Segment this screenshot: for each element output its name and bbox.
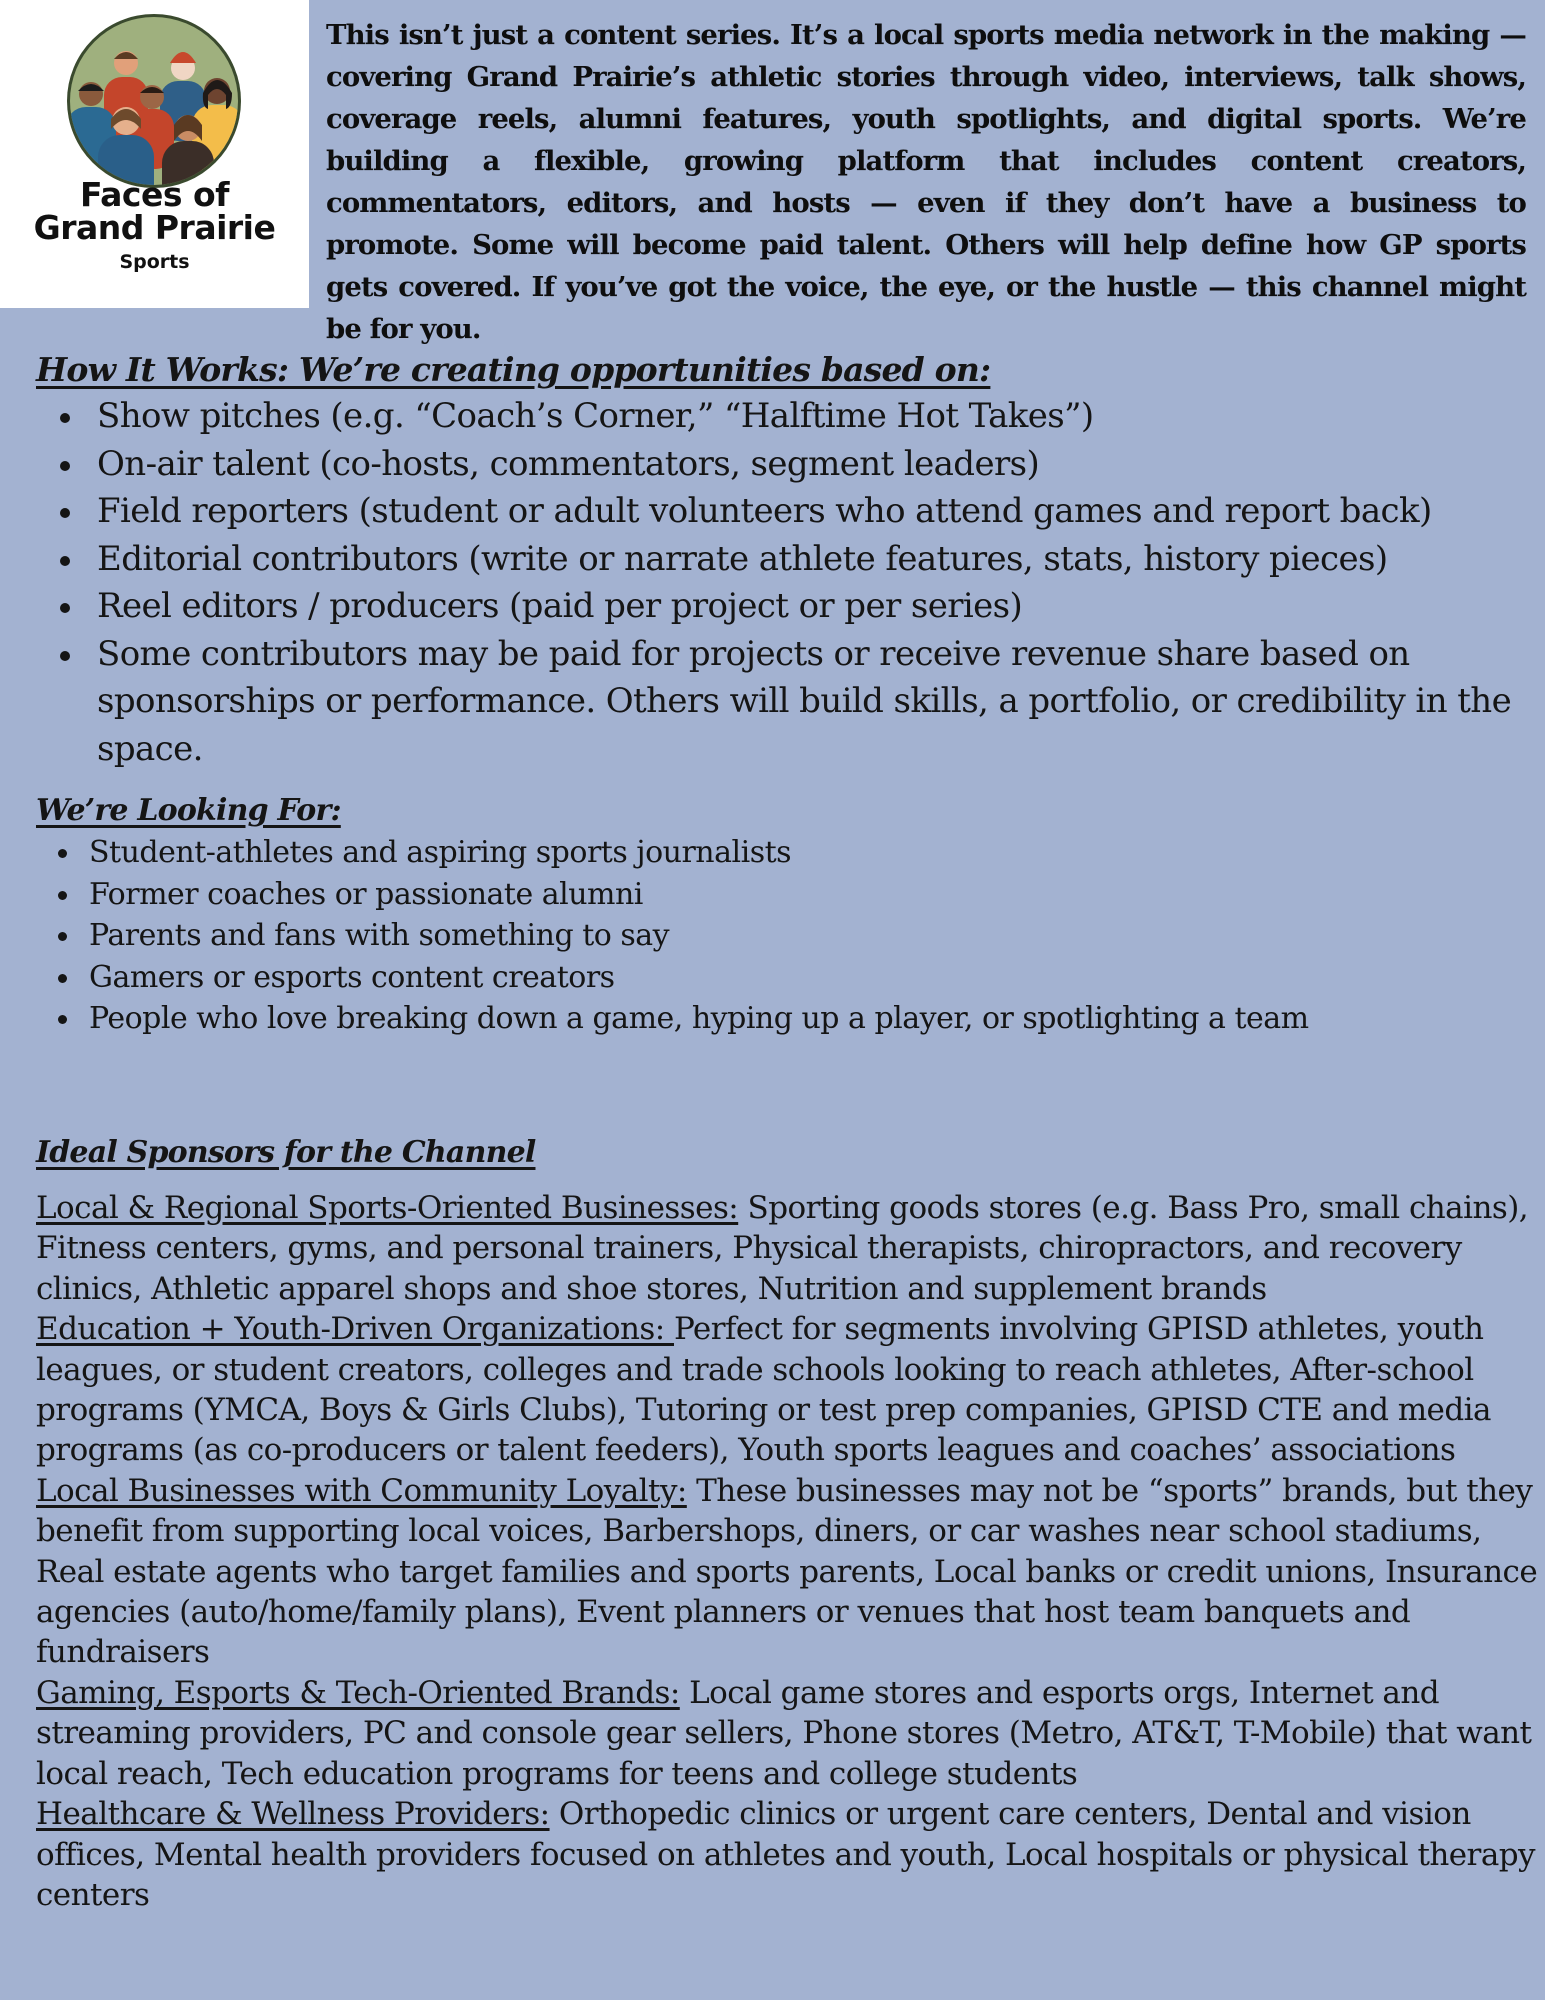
list-item: Student-athletes and aspiring sports journalists	[56, 832, 1326, 874]
sponsor-group-text: Orthopedic clinics or urgent care centers, Dental and vision offices, Mental health providers focused on athletes and youth, Local hospitals or physical therapy centers	[36, 1796, 1536, 1913]
list-item: Some contributors may be paid for projects or receive revenue share based on sponsorships or performance. Others will build skills, a portfolio, or credibility in the space.	[58, 631, 1545, 774]
people-group-icon	[64, 11, 244, 191]
sponsors-body	[36, 1188, 1545, 1915]
sponsor-group	[36, 1471, 1545, 1673]
sponsor-group-label: Education + Youth-Driven Organizations:	[36, 1311, 674, 1348]
list-item: People who love breaking down a game, hyping up a player, or spotlighting a team	[56, 998, 1326, 1040]
sponsor-group-label: Gaming, Esports & Tech-Oriented Brands:	[36, 1674, 680, 1711]
list-item: Reel editors / producers (paid per project or per series)	[58, 583, 1545, 631]
list-item: Former coaches or passionate alumni	[56, 874, 1326, 916]
how-it-works-heading: How It Works: We’re creating opportunities based on:	[36, 350, 991, 389]
sponsor-group	[36, 1309, 1545, 1471]
sponsor-group-text: Perfect for segments involving GPISD athletes, youth leagues, or student creators, colleges and trade schools looking to reach athletes, After-school programs (YMCA, Boys & Girls Clubs), Tutoring or test prep companies, GPISD CTE and media programs (as co-producers or talent feeders), Youth sports leagues and coaches’ associations	[36, 1311, 1491, 1469]
sponsor-group	[36, 1794, 1545, 1915]
list-item: Editorial contributors (write or narrate athlete features, stats, history pieces)	[58, 536, 1545, 584]
sponsor-group-label: Local & Regional Sports-Oriented Businesses:	[36, 1190, 739, 1226]
intro-paragraph: This isn’t just a content series. It’s a local sports media network in the making — covering Grand Prairie’s athletic stories through video, interviews, talk shows, coverage reels, alumni features, youth spotlights, and digital sports. We’re building a flexible, growing platform that includes content creators, commentators, editors, and hosts — even if they don’t have a business to promote. Some will become paid talent. Others will help define how GP sports gets covered. If you’ve got the voice, the eye, or the hustle — this channel might be for you.	[326, 19, 1526, 345]
logo	[0, 0, 309, 308]
looking-for-list	[56, 832, 1326, 1040]
list-item: Show pitches (e.g. “Coach’s Corner,” “Halftime Hot Takes”)	[58, 393, 1545, 441]
list-item: Gamers or esports content creators	[56, 957, 1326, 999]
list-item: Parents and fans with something to say	[56, 915, 1326, 957]
logo-title-line2: Grand Prairie	[33, 208, 276, 247]
sponsor-group-label: Healthcare & Wellness Providers:	[36, 1796, 550, 1833]
looking-for-heading: We’re Looking For:	[36, 793, 341, 828]
list-item: Field reporters (student or adult volunteers who attend games and report back)	[58, 488, 1545, 536]
sponsor-group-text: Sporting goods stores (e.g. Bass Pro, small chains), Fitness centers, gyms, and personal trainers, Physical therapists, chiropractors, and recovery clinics, Athletic apparel shops and shoe stores, Nutrition and supplement brands	[36, 1190, 1529, 1307]
sponsor-group-text: These businesses may not be “sports” brands, but they benefit from supporting local voices, Barbershops, diners, or car washes near school stadiums, Real estate agents who target families and sports parents, Local banks or credit unions, Insurance agencies (auto/home/family plans), Event planners or venues that host team banquets and fundraisers	[36, 1472, 1538, 1671]
sponsor-group-text: Local game stores and esports orgs, Internet and streaming providers, PC and console gear sellers, Phone stores (Metro, AT&T, T-Mobile) that want local reach, Tech education programs for teens and college students	[36, 1674, 1532, 1792]
how-it-works-list	[58, 393, 1545, 773]
list-item: On-air talent (co-hosts, commentators, segment leaders)	[58, 441, 1545, 489]
sponsor-group	[36, 1188, 1545, 1309]
logo-title-line1: Faces of	[80, 175, 229, 214]
sponsor-group-label: Local Businesses with Community Loyalty:	[36, 1472, 687, 1509]
logo-subtitle: Sports	[119, 251, 190, 273]
sponsor-group	[36, 1673, 1545, 1794]
sponsors-heading: Ideal Sponsors for the Channel	[36, 1135, 536, 1170]
